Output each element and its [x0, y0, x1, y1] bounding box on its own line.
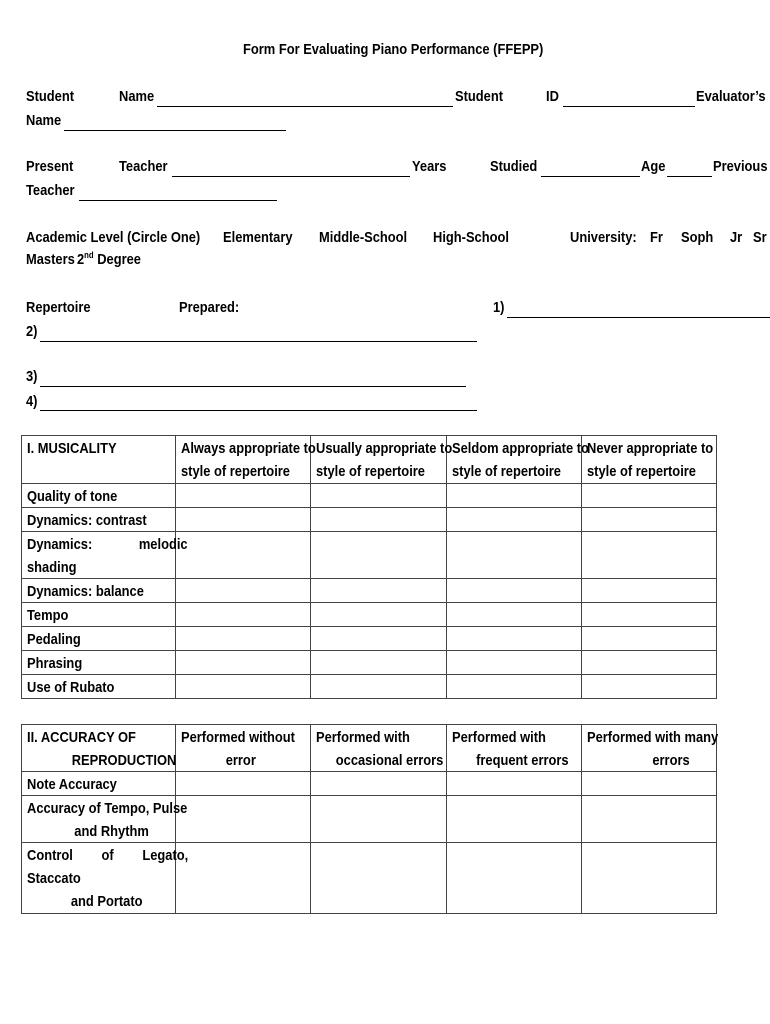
age-label: Age	[641, 158, 666, 175]
present-teacher-label-1: Present	[26, 158, 74, 175]
rating-cell[interactable]	[447, 579, 582, 603]
rating-cell[interactable]	[176, 627, 311, 651]
row-label-line-1: Accuracy of Tempo, Pulse	[27, 800, 188, 817]
student-id-label-1: Student	[455, 88, 504, 105]
level-high-school[interactable]: High-School	[433, 229, 509, 246]
rating-cell[interactable]	[582, 603, 717, 627]
row-label-tempo: Tempo	[27, 607, 69, 624]
rating-cell[interactable]	[311, 603, 447, 627]
row-label-cell	[22, 772, 176, 796]
col-header-line-1: Performed with many	[587, 729, 719, 746]
col-header-text	[452, 437, 589, 483]
level-soph[interactable]: Soph	[681, 229, 714, 246]
rating-cell[interactable]	[582, 508, 717, 532]
rating-cell[interactable]	[582, 675, 717, 699]
rating-cell[interactable]	[582, 651, 717, 675]
row-label-dynamics-balance: Dynamics: balance	[27, 583, 144, 600]
col-header-line-2: style of repertoire	[452, 463, 561, 480]
row-label-cell	[22, 484, 176, 508]
rating-cell[interactable]	[447, 675, 582, 699]
rating-cell[interactable]	[447, 627, 582, 651]
table-row	[22, 627, 717, 651]
level-fr[interactable]: Fr	[650, 229, 663, 246]
musicality-heading: I. MUSICALITY	[27, 440, 117, 457]
age-field[interactable]	[667, 176, 712, 177]
row-label-line-2: shading	[27, 559, 77, 576]
accuracy-heading-line-2: REPRODUCTION	[71, 752, 177, 769]
col-header-text	[181, 437, 316, 483]
rating-cell[interactable]	[582, 532, 717, 579]
accuracy-col-frequent	[447, 725, 582, 772]
row-label-accuracy-tempo	[27, 797, 187, 843]
present-teacher-label-2: Teacher	[119, 158, 168, 175]
evaluator-name-field[interactable]	[64, 130, 286, 131]
rating-cell[interactable]	[582, 772, 717, 796]
level-sr[interactable]: Sr	[753, 229, 767, 246]
table-row	[22, 675, 717, 699]
rating-cell[interactable]	[176, 796, 311, 843]
rating-cell[interactable]	[311, 627, 447, 651]
student-id-label-2: ID	[546, 88, 559, 105]
repertoire-field-4[interactable]	[40, 410, 477, 411]
col-header-line-1: Usually appropriate to	[316, 440, 453, 457]
col-header-line-2: style of repertoire	[316, 463, 425, 480]
level-masters[interactable]: Masters	[26, 251, 75, 268]
row-label-line-1: Control of Legato,	[27, 847, 189, 864]
col-header-text	[452, 726, 569, 772]
rating-cell[interactable]	[311, 579, 447, 603]
col-header-line-1: Performed with	[316, 729, 410, 746]
rating-cell[interactable]	[582, 796, 717, 843]
academic-level-label: Academic Level (Circle One)	[26, 229, 201, 246]
row-label-control-legato	[27, 844, 188, 913]
rating-cell[interactable]	[176, 579, 311, 603]
row-label-cell	[22, 532, 188, 579]
years-studied-field[interactable]	[541, 176, 640, 177]
rating-cell[interactable]	[176, 532, 311, 579]
level-jr[interactable]: Jr	[730, 229, 743, 246]
rating-cell[interactable]	[311, 508, 447, 532]
col-header-text	[316, 726, 443, 772]
accuracy-heading	[27, 726, 176, 772]
table-row	[22, 603, 717, 627]
rating-cell[interactable]	[176, 508, 311, 532]
rating-cell[interactable]	[582, 579, 717, 603]
repertoire-label-2: Prepared:	[179, 299, 240, 316]
form-title: Form For Evaluating Piano Performance (FFEPP)	[243, 41, 544, 58]
accuracy-header-row	[22, 725, 717, 772]
second-number: 2	[77, 251, 85, 268]
col-header-line-2: frequent errors	[476, 752, 569, 769]
previous-teacher-label-2: Teacher	[26, 182, 75, 199]
years-label-1: Years	[412, 158, 447, 175]
repertoire-field-1[interactable]	[507, 317, 770, 318]
rating-cell[interactable]	[447, 651, 582, 675]
repertoire-field-3[interactable]	[40, 386, 466, 387]
rating-cell[interactable]	[176, 603, 311, 627]
repertoire-field-2[interactable]	[40, 341, 477, 342]
student-name-label-2: Name	[119, 88, 155, 105]
rating-cell[interactable]	[447, 484, 582, 508]
musicality-col-seldom	[447, 436, 589, 484]
col-header-line-1: Always appropriate to	[181, 440, 316, 457]
rating-cell[interactable]	[582, 627, 717, 651]
evaluator-label-1: Evaluator’s	[696, 88, 766, 105]
row-label-line-2: and Rhythm	[74, 823, 149, 840]
rating-cell[interactable]	[447, 508, 582, 532]
repertoire-number-4: 4)	[26, 393, 38, 410]
level-middle-school[interactable]: Middle-School	[319, 229, 408, 246]
rating-cell[interactable]	[447, 603, 582, 627]
col-header-line-2: style of repertoire	[587, 463, 696, 480]
years-label-2: Studied	[490, 158, 538, 175]
table-row	[22, 772, 717, 796]
col-header-line-1: Seldom appropriate to	[452, 440, 589, 457]
row-label-use-of-rubato: Use of Rubato	[27, 679, 115, 696]
row-label-dynamics-contrast: Dynamics: contrast	[27, 512, 147, 529]
musicality-header-row	[22, 436, 717, 484]
table-row	[22, 532, 717, 579]
rating-cell[interactable]	[447, 796, 582, 843]
col-header-line-2: style of repertoire	[181, 463, 290, 480]
repertoire-number-1: 1)	[493, 299, 505, 316]
accuracy-table	[21, 724, 717, 914]
accuracy-col-without-error	[176, 725, 311, 772]
accuracy-heading-cell	[22, 725, 176, 772]
table-row	[22, 484, 717, 508]
col-header-line-1: Performed with	[452, 729, 546, 746]
table-row	[22, 508, 717, 532]
degree-word: Degree	[97, 251, 141, 268]
rating-cell[interactable]	[176, 843, 311, 914]
musicality-col-never	[582, 436, 717, 484]
present-teacher-field[interactable]	[172, 176, 410, 177]
col-header-line-2: error	[225, 752, 256, 769]
row-label-phrasing: Phrasing	[27, 655, 83, 672]
row-label-cell	[22, 579, 176, 603]
rating-cell[interactable]	[582, 484, 717, 508]
row-label-cell	[22, 508, 176, 532]
rating-cell[interactable]	[311, 772, 447, 796]
rating-cell[interactable]	[311, 532, 447, 579]
col-header-line-1: Performed without	[181, 729, 295, 746]
row-label-dynamics-melodic-shading	[27, 533, 188, 579]
row-label-pedaling: Pedaling	[27, 631, 81, 648]
evaluator-label-2: Name	[26, 112, 62, 129]
student-id-field[interactable]	[563, 106, 695, 107]
col-header-text	[181, 726, 295, 772]
rating-cell[interactable]	[311, 651, 447, 675]
accuracy-col-occasional	[311, 725, 447, 772]
rating-cell[interactable]	[176, 651, 311, 675]
table-row	[22, 843, 717, 914]
student-name-field[interactable]	[157, 106, 453, 107]
previous-teacher-label-1: Previous	[713, 158, 768, 175]
row-label-line-3: and Portato	[70, 893, 143, 910]
table-row	[22, 796, 717, 843]
level-university-label: University:	[570, 229, 637, 246]
row-label-cell	[22, 675, 176, 699]
row-label-cell	[22, 627, 176, 651]
row-label-cell	[22, 603, 176, 627]
rating-cell[interactable]	[176, 772, 311, 796]
rating-cell[interactable]	[176, 675, 311, 699]
musicality-col-always	[176, 436, 316, 484]
rating-cell[interactable]	[311, 843, 447, 914]
previous-teacher-field[interactable]	[79, 200, 277, 201]
musicality-table	[21, 435, 717, 699]
rating-cell[interactable]	[582, 843, 717, 914]
row-label-quality-of-tone: Quality of tone	[27, 488, 118, 505]
table-row	[22, 579, 717, 603]
accuracy-col-many	[582, 725, 717, 772]
repertoire-number-3: 3)	[26, 368, 38, 385]
row-label-line-1: Dynamics: melodic	[27, 536, 188, 553]
row-label-note-accuracy: Note Accuracy	[27, 776, 117, 793]
row-label-cell	[22, 651, 176, 675]
musicality-col-usually	[311, 436, 453, 484]
musicality-heading-cell	[22, 436, 176, 484]
row-label-cell	[22, 843, 189, 914]
col-header-line-2: errors	[652, 752, 690, 769]
table-row	[22, 651, 717, 675]
accuracy-heading-line-1: II. ACCURACY OF	[27, 729, 136, 746]
second-suffix: nd	[84, 250, 94, 260]
rating-cell[interactable]	[176, 484, 311, 508]
col-header-text	[587, 726, 718, 772]
col-header-text	[587, 437, 713, 483]
student-name-label-1: Student	[26, 88, 75, 105]
rating-cell[interactable]	[447, 772, 582, 796]
rating-cell[interactable]	[311, 484, 447, 508]
col-header-line-1: Never appropriate to	[587, 440, 714, 457]
col-header-text	[316, 437, 452, 483]
col-header-line-2: occasional errors	[335, 752, 444, 769]
rating-cell[interactable]	[447, 843, 582, 914]
rating-cell[interactable]	[311, 796, 447, 843]
level-elementary[interactable]: Elementary	[223, 229, 293, 246]
rating-cell[interactable]	[447, 532, 582, 579]
repertoire-label-1: Repertoire	[26, 299, 91, 316]
row-label-cell	[22, 796, 188, 843]
level-second-degree[interactable]	[77, 251, 141, 269]
repertoire-number-2: 2)	[26, 323, 38, 340]
rating-cell[interactable]	[311, 675, 447, 699]
row-label-line-2: Staccato	[27, 870, 81, 887]
